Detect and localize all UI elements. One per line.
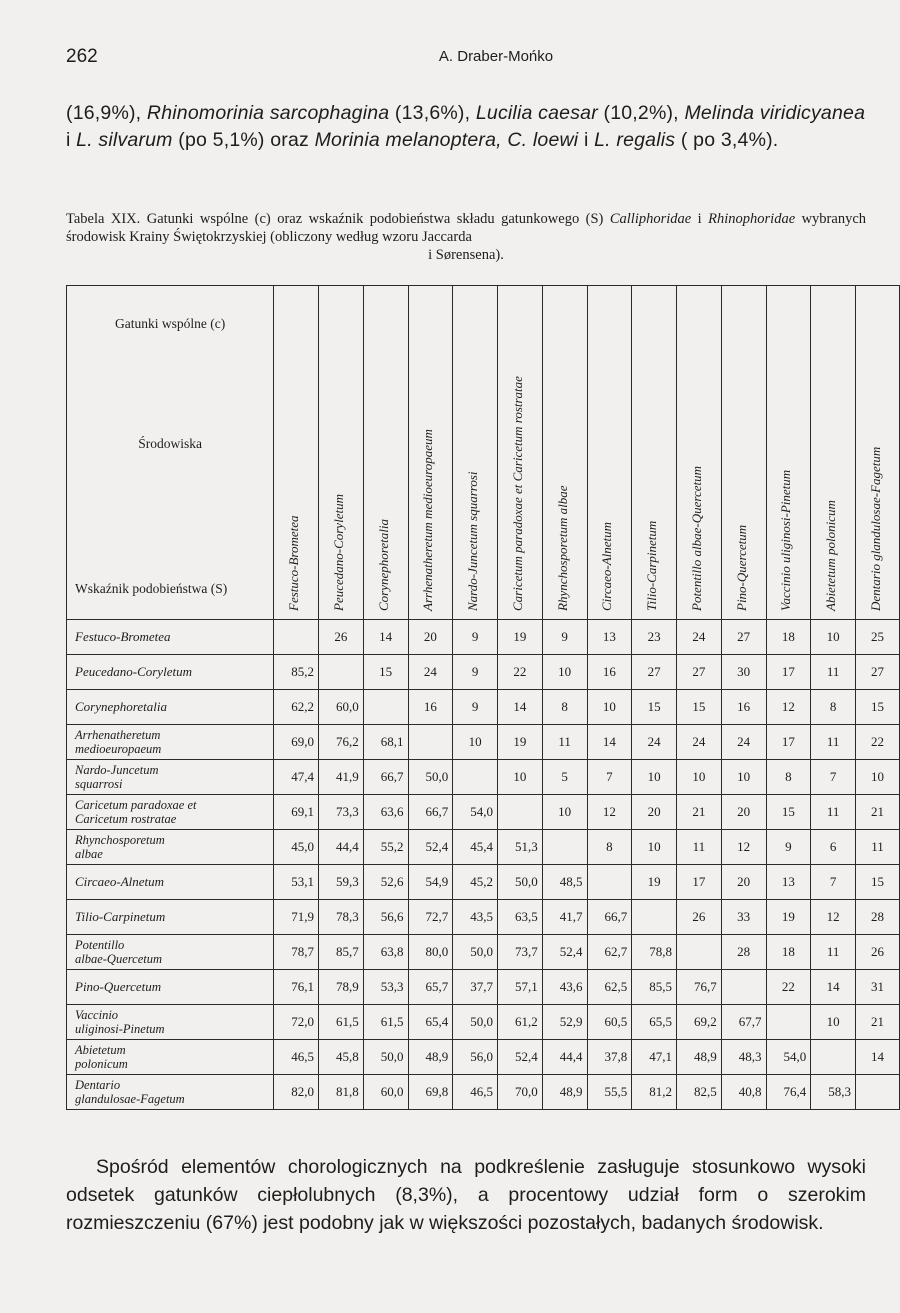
table-row bbox=[67, 760, 900, 795]
similarity-cell: 78,7 bbox=[274, 935, 319, 970]
column-header-label: Festuco-Brometea bbox=[286, 515, 302, 611]
row-label-line: Nardo-Juncetum bbox=[75, 763, 159, 777]
diagonal-cell bbox=[721, 970, 766, 1005]
common-species-cell: 33 bbox=[721, 900, 766, 935]
similarity-cell: 53,3 bbox=[363, 970, 408, 1005]
row-label-line: Arrhenatheretum bbox=[75, 728, 161, 742]
similarity-cell: 65,4 bbox=[408, 1005, 453, 1040]
row-label bbox=[67, 970, 274, 1005]
row-label-line: medioeuropaeum bbox=[75, 742, 162, 756]
common-species-cell: 17 bbox=[677, 865, 722, 900]
row-label-line: Pino-Quercetum bbox=[75, 979, 162, 994]
similarity-cell: 61,5 bbox=[363, 1005, 408, 1040]
common-species-cell: 26 bbox=[677, 900, 722, 935]
diagonal-cell bbox=[766, 1005, 811, 1040]
common-species-cell: 27 bbox=[677, 655, 722, 690]
corner-label-common-species: Gatunki wspólne (c) bbox=[115, 316, 226, 331]
common-species-cell: 24 bbox=[677, 725, 722, 760]
common-species-cell: 22 bbox=[766, 970, 811, 1005]
common-species-cell: 9 bbox=[453, 655, 498, 690]
similarity-cell: 43,5 bbox=[453, 900, 498, 935]
column-header bbox=[811, 286, 856, 620]
corner-label-habitats: Środowiska bbox=[138, 436, 202, 451]
similarity-cell: 63,5 bbox=[498, 900, 543, 935]
common-species-cell: 6 bbox=[811, 830, 856, 865]
similarity-cell: 60,0 bbox=[363, 1075, 408, 1110]
diagonal-cell bbox=[363, 690, 408, 725]
similarity-cell: 54,0 bbox=[453, 795, 498, 830]
column-header-label: Nardo-Juncetum squarrosi bbox=[465, 471, 481, 611]
similarity-cell: 76,2 bbox=[319, 725, 364, 760]
common-species-cell: 24 bbox=[408, 655, 453, 690]
similarity-cell: 72,7 bbox=[408, 900, 453, 935]
common-species-cell: 14 bbox=[811, 970, 856, 1005]
common-species-cell: 19 bbox=[498, 725, 543, 760]
similarity-cell: 82,0 bbox=[274, 1075, 319, 1110]
table-row bbox=[67, 620, 900, 655]
table-row bbox=[67, 830, 900, 865]
similarity-cell: 52,4 bbox=[408, 830, 453, 865]
row-label bbox=[67, 795, 274, 830]
common-species-cell: 11 bbox=[811, 795, 856, 830]
common-species-cell: 27 bbox=[721, 620, 766, 655]
common-species-cell: 8 bbox=[542, 690, 587, 725]
common-species-cell: 12 bbox=[811, 900, 856, 935]
column-header-label: Rhynchosporetum albae bbox=[554, 485, 570, 611]
row-label bbox=[67, 865, 274, 900]
common-species-cell: 11 bbox=[811, 935, 856, 970]
row-label-line: Abietetum bbox=[75, 1043, 126, 1057]
column-header bbox=[408, 286, 453, 620]
common-species-cell: 22 bbox=[856, 725, 900, 760]
column-header bbox=[542, 286, 587, 620]
common-species-cell: 26 bbox=[319, 620, 364, 655]
similarity-cell: 50,0 bbox=[453, 1005, 498, 1040]
similarity-cell: 37,7 bbox=[453, 970, 498, 1005]
column-header bbox=[766, 286, 811, 620]
closing-paragraph: Spośród elementów chorologicznych na podkreślenie zasługuje stosunkowo wysoki odsetek gatunków ciepłolubnych (8,3%), a procentowy udział form o szerokim rozmieszczeniu (67%) jest podobny jak w większości pozostałych, badanych środowisk. bbox=[66, 1156, 866, 1234]
common-species-cell: 10 bbox=[632, 760, 677, 795]
column-header-label: Caricetum paradoxae et Caricetum rostratae bbox=[509, 376, 525, 611]
similarity-cell: 41,9 bbox=[319, 760, 364, 795]
common-species-cell: 15 bbox=[856, 690, 900, 725]
common-species-cell: 20 bbox=[632, 795, 677, 830]
common-species-cell: 10 bbox=[632, 830, 677, 865]
common-species-cell: 14 bbox=[587, 725, 632, 760]
row-label-line: Caricetum rostratae bbox=[75, 812, 177, 826]
common-species-cell: 10 bbox=[453, 725, 498, 760]
row-label bbox=[67, 900, 274, 935]
row-label bbox=[67, 830, 274, 865]
common-species-cell: 12 bbox=[721, 830, 766, 865]
column-header bbox=[453, 286, 498, 620]
common-species-cell: 12 bbox=[587, 795, 632, 830]
diagonal-cell bbox=[542, 830, 587, 865]
common-species-cell: 10 bbox=[811, 620, 856, 655]
similarity-cell: 82,5 bbox=[677, 1075, 722, 1110]
table-caption: Tabela XIX. Gatunki wspólne (c) oraz wskaźnik podobieństwa składu gatunkowego (S) Calliphoridae i Rhinophoridae wybranych środowisk Krainy Świętokrzyskiej (obliczony według wzoru Jaccarda i Sørensena). bbox=[66, 211, 867, 263]
similarity-cell: 40,8 bbox=[721, 1075, 766, 1110]
common-species-cell: 7 bbox=[587, 760, 632, 795]
similarity-cell: 45,2 bbox=[453, 865, 498, 900]
common-species-cell: 11 bbox=[677, 830, 722, 865]
similarity-cell: 53,1 bbox=[274, 865, 319, 900]
similarity-cell: 69,8 bbox=[408, 1075, 453, 1110]
common-species-cell: 30 bbox=[721, 655, 766, 690]
column-header bbox=[632, 286, 677, 620]
table-row bbox=[67, 690, 900, 725]
similarity-cell: 85,5 bbox=[632, 970, 677, 1005]
column-header-label: Corynephoretalia bbox=[375, 519, 391, 611]
similarity-cell: 55,5 bbox=[587, 1075, 632, 1110]
similarity-cell: 62,7 bbox=[587, 935, 632, 970]
similarity-cell: 58,3 bbox=[811, 1075, 856, 1110]
column-header-label: Dentario glandulosae-Fagetum bbox=[867, 446, 883, 611]
similarity-cell: 78,8 bbox=[632, 935, 677, 970]
common-species-cell: 27 bbox=[632, 655, 677, 690]
common-species-cell: 13 bbox=[766, 865, 811, 900]
common-species-cell: 15 bbox=[856, 865, 900, 900]
table-row bbox=[67, 655, 900, 690]
similarity-cell: 48,9 bbox=[542, 1075, 587, 1110]
common-species-cell: 13 bbox=[587, 620, 632, 655]
similarity-cell: 63,6 bbox=[363, 795, 408, 830]
common-species-cell: 11 bbox=[811, 655, 856, 690]
similarity-cell: 52,6 bbox=[363, 865, 408, 900]
similarity-cell: 51,3 bbox=[498, 830, 543, 865]
common-species-cell: 16 bbox=[408, 690, 453, 725]
diagonal-cell bbox=[587, 865, 632, 900]
common-species-cell: 14 bbox=[498, 690, 543, 725]
column-header bbox=[319, 286, 364, 620]
common-species-cell: 11 bbox=[542, 725, 587, 760]
common-species-cell: 14 bbox=[363, 620, 408, 655]
similarity-cell: 76,1 bbox=[274, 970, 319, 1005]
similarity-cell: 85,2 bbox=[274, 655, 319, 690]
similarity-cell: 59,3 bbox=[319, 865, 364, 900]
similarity-cell: 70,0 bbox=[498, 1075, 543, 1110]
common-species-cell: 24 bbox=[721, 725, 766, 760]
row-label-line: Rhynchosporetum bbox=[75, 833, 165, 847]
similarity-cell: 48,5 bbox=[542, 865, 587, 900]
common-species-cell: 10 bbox=[542, 655, 587, 690]
table-row bbox=[67, 970, 900, 1005]
similarity-cell: 61,5 bbox=[319, 1005, 364, 1040]
column-header-label: Circaeo-Alnetum bbox=[599, 521, 615, 611]
common-species-cell: 15 bbox=[677, 690, 722, 725]
common-species-cell: 12 bbox=[766, 690, 811, 725]
running-author: A. Draber-Mońko bbox=[438, 48, 554, 65]
diagonal-cell bbox=[498, 795, 543, 830]
row-label bbox=[67, 655, 274, 690]
row-label-line: uliginosi-Pinetum bbox=[75, 1022, 165, 1036]
similarity-cell: 71,9 bbox=[274, 900, 319, 935]
similarity-cell: 50,0 bbox=[498, 865, 543, 900]
row-label-line: glandulosae-Fagetum bbox=[75, 1092, 185, 1106]
common-species-cell: 9 bbox=[766, 830, 811, 865]
common-species-cell: 20 bbox=[721, 795, 766, 830]
common-species-cell: 8 bbox=[587, 830, 632, 865]
similarity-cell: 62,2 bbox=[274, 690, 319, 725]
similarity-cell: 43,6 bbox=[542, 970, 587, 1005]
similarity-cell: 48,9 bbox=[677, 1040, 722, 1075]
row-label bbox=[67, 935, 274, 970]
table-row bbox=[67, 1040, 900, 1075]
similarity-cell: 41,7 bbox=[542, 900, 587, 935]
common-species-cell: 14 bbox=[856, 1040, 900, 1075]
column-header-label: Tilio-Carpinetum bbox=[644, 520, 660, 611]
common-species-cell: 22 bbox=[498, 655, 543, 690]
common-species-cell: 19 bbox=[498, 620, 543, 655]
row-label-line: Dentario bbox=[75, 1078, 121, 1092]
common-species-cell: 23 bbox=[632, 620, 677, 655]
similarity-cell: 78,9 bbox=[319, 970, 364, 1005]
similarity-cell: 50,0 bbox=[408, 760, 453, 795]
common-species-cell: 27 bbox=[856, 655, 900, 690]
common-species-cell: 17 bbox=[766, 725, 811, 760]
similarity-cell: 52,4 bbox=[542, 935, 587, 970]
row-label bbox=[67, 725, 274, 760]
table-row bbox=[67, 1005, 900, 1040]
common-species-cell: 24 bbox=[677, 620, 722, 655]
row-label-line: squarrosi bbox=[75, 777, 123, 791]
common-species-cell: 28 bbox=[721, 935, 766, 970]
similarity-cell: 48,9 bbox=[408, 1040, 453, 1075]
common-species-cell: 15 bbox=[766, 795, 811, 830]
similarity-cell: 57,1 bbox=[498, 970, 543, 1005]
common-species-cell: 17 bbox=[766, 655, 811, 690]
row-label-line: albae bbox=[75, 847, 103, 861]
table-corner-header bbox=[67, 286, 274, 620]
column-header-label: Vaccinio uliginosi-Pinetum bbox=[778, 469, 794, 611]
corner-label-similarity-index: Wskaźnik podobieństwa (S) bbox=[75, 581, 228, 596]
row-label-line: Circaeo-Alnetum bbox=[75, 874, 165, 889]
diagonal-cell bbox=[319, 655, 364, 690]
similarity-cell: 67,7 bbox=[721, 1005, 766, 1040]
common-species-cell: 9 bbox=[453, 690, 498, 725]
similarity-cell: 56,6 bbox=[363, 900, 408, 935]
similarity-cell: 69,2 bbox=[677, 1005, 722, 1040]
column-header bbox=[587, 286, 632, 620]
column-header-label: Arrhenatheretum medioeuropaeum bbox=[420, 429, 436, 611]
row-label-line: Tilio-Carpinetum bbox=[75, 909, 166, 924]
similarity-cell: 46,5 bbox=[453, 1075, 498, 1110]
common-species-cell: 21 bbox=[856, 795, 900, 830]
common-species-cell: 15 bbox=[632, 690, 677, 725]
similarity-cell: 66,7 bbox=[587, 900, 632, 935]
similarity-cell: 46,5 bbox=[274, 1040, 319, 1075]
common-species-cell: 26 bbox=[856, 935, 900, 970]
common-species-cell: 10 bbox=[542, 795, 587, 830]
common-species-cell: 21 bbox=[856, 1005, 900, 1040]
column-header-label: Pino-Quercetum bbox=[733, 524, 749, 611]
column-header bbox=[856, 286, 900, 620]
common-species-cell: 10 bbox=[721, 760, 766, 795]
similarity-cell: 54,9 bbox=[408, 865, 453, 900]
similarity-cell: 62,5 bbox=[587, 970, 632, 1005]
row-label bbox=[67, 1040, 274, 1075]
similarity-cell: 55,2 bbox=[363, 830, 408, 865]
similarity-cell: 63,8 bbox=[363, 935, 408, 970]
similarity-cell: 68,1 bbox=[363, 725, 408, 760]
diagonal-cell bbox=[408, 725, 453, 760]
similarity-cell: 65,7 bbox=[408, 970, 453, 1005]
row-label-line: Caricetum paradoxae et bbox=[75, 798, 197, 812]
similarity-cell: 81,8 bbox=[319, 1075, 364, 1110]
similarity-cell: 56,0 bbox=[453, 1040, 498, 1075]
common-species-cell: 24 bbox=[632, 725, 677, 760]
common-species-cell: 20 bbox=[408, 620, 453, 655]
similarity-cell: 45,8 bbox=[319, 1040, 364, 1075]
similarity-cell: 61,2 bbox=[498, 1005, 543, 1040]
common-species-cell: 19 bbox=[632, 865, 677, 900]
common-species-cell: 8 bbox=[811, 690, 856, 725]
row-label bbox=[67, 1005, 274, 1040]
similarity-cell: 45,0 bbox=[274, 830, 319, 865]
page-number: 262 bbox=[66, 46, 98, 67]
similarity-cell: 44,4 bbox=[542, 1040, 587, 1075]
diagonal-cell bbox=[632, 900, 677, 935]
table-row bbox=[67, 900, 900, 935]
common-species-cell: 10 bbox=[856, 760, 900, 795]
similarity-cell: 69,0 bbox=[274, 725, 319, 760]
similarity-cell: 81,2 bbox=[632, 1075, 677, 1110]
similarity-cell: 54,0 bbox=[766, 1040, 811, 1075]
common-species-cell: 15 bbox=[363, 655, 408, 690]
common-species-cell: 31 bbox=[856, 970, 900, 1005]
similarity-cell: 80,0 bbox=[408, 935, 453, 970]
diagonal-cell bbox=[677, 935, 722, 970]
common-species-cell: 16 bbox=[721, 690, 766, 725]
similarity-cell: 73,7 bbox=[498, 935, 543, 970]
common-species-cell: 7 bbox=[811, 760, 856, 795]
similarity-cell: 65,5 bbox=[632, 1005, 677, 1040]
similarity-cell: 66,7 bbox=[363, 760, 408, 795]
common-species-cell: 8 bbox=[766, 760, 811, 795]
common-species-cell: 19 bbox=[766, 900, 811, 935]
row-label-line: Corynephoretalia bbox=[75, 699, 167, 714]
similarity-cell: 60,0 bbox=[319, 690, 364, 725]
similarity-cell: 52,9 bbox=[542, 1005, 587, 1040]
column-header-label: Peucedano-Coryletum bbox=[330, 494, 346, 611]
similarity-cell: 72,0 bbox=[274, 1005, 319, 1040]
similarity-cell: 76,4 bbox=[766, 1075, 811, 1110]
similarity-cell: 78,3 bbox=[319, 900, 364, 935]
common-species-cell: 21 bbox=[677, 795, 722, 830]
common-species-cell: 11 bbox=[856, 830, 900, 865]
common-species-cell: 20 bbox=[721, 865, 766, 900]
row-label-line: Festuco-Brometea bbox=[75, 629, 171, 644]
row-label-line: albae-Quercetum bbox=[75, 952, 163, 966]
similarity-cell: 44,4 bbox=[319, 830, 364, 865]
column-header bbox=[677, 286, 722, 620]
table-row bbox=[67, 795, 900, 830]
similarity-cell: 37,8 bbox=[587, 1040, 632, 1075]
column-header bbox=[721, 286, 766, 620]
common-species-cell: 5 bbox=[542, 760, 587, 795]
similarity-table bbox=[66, 285, 900, 1110]
common-species-cell: 25 bbox=[856, 620, 900, 655]
diagonal-cell bbox=[856, 1075, 900, 1110]
column-header bbox=[363, 286, 408, 620]
row-label-line: Potentillo bbox=[75, 938, 125, 952]
table-row bbox=[67, 725, 900, 760]
similarity-cell: 69,1 bbox=[274, 795, 319, 830]
row-label bbox=[67, 760, 274, 795]
similarity-cell: 47,4 bbox=[274, 760, 319, 795]
row-label-line: polonicum bbox=[75, 1057, 128, 1071]
table-row bbox=[67, 935, 900, 970]
column-header-label: Potentillo albae-Quercetum bbox=[688, 465, 704, 611]
running-head bbox=[66, 46, 866, 70]
intro-paragraph: (16,9%), Rhinomorinia sarcophagina (13,6%), Lucilia caesar (10,2%), Melinda viridicyanea i L. silvarum (po 5,1%) oraz Morinia melanoptera, C. loewi i L. regalis ( po 3,4%). bbox=[66, 102, 866, 151]
common-species-cell: 28 bbox=[856, 900, 900, 935]
similarity-cell: 45,4 bbox=[453, 830, 498, 865]
table-row bbox=[67, 1075, 900, 1110]
row-label-line: Peucedano-Coryletum bbox=[75, 664, 192, 679]
column-header-label: Abietetum polonicum bbox=[823, 500, 839, 611]
common-species-cell: 18 bbox=[766, 935, 811, 970]
similarity-cell: 52,4 bbox=[498, 1040, 543, 1075]
common-species-cell: 9 bbox=[453, 620, 498, 655]
diagonal-cell bbox=[811, 1040, 856, 1075]
similarity-cell: 73,3 bbox=[319, 795, 364, 830]
common-species-cell: 10 bbox=[587, 690, 632, 725]
common-species-cell: 10 bbox=[811, 1005, 856, 1040]
common-species-cell: 7 bbox=[811, 865, 856, 900]
similarity-cell: 66,7 bbox=[408, 795, 453, 830]
similarity-cell: 60,5 bbox=[587, 1005, 632, 1040]
table-header-row bbox=[67, 286, 900, 620]
similarity-cell: 85,7 bbox=[319, 935, 364, 970]
diagonal-cell bbox=[274, 620, 319, 655]
similarity-cell: 50,0 bbox=[453, 935, 498, 970]
row-label bbox=[67, 1075, 274, 1110]
common-species-cell: 18 bbox=[766, 620, 811, 655]
similarity-cell: 47,1 bbox=[632, 1040, 677, 1075]
diagonal-cell bbox=[453, 760, 498, 795]
similarity-cell: 48,3 bbox=[721, 1040, 766, 1075]
common-species-cell: 10 bbox=[677, 760, 722, 795]
column-header bbox=[274, 286, 319, 620]
row-label bbox=[67, 620, 274, 655]
column-header bbox=[498, 286, 543, 620]
table-row bbox=[67, 865, 900, 900]
common-species-cell: 16 bbox=[587, 655, 632, 690]
common-species-cell: 10 bbox=[498, 760, 543, 795]
common-species-cell: 11 bbox=[811, 725, 856, 760]
similarity-cell: 76,7 bbox=[677, 970, 722, 1005]
row-label-line: Vaccinio bbox=[75, 1008, 119, 1022]
similarity-cell: 50,0 bbox=[363, 1040, 408, 1075]
row-label bbox=[67, 690, 274, 725]
common-species-cell: 9 bbox=[542, 620, 587, 655]
